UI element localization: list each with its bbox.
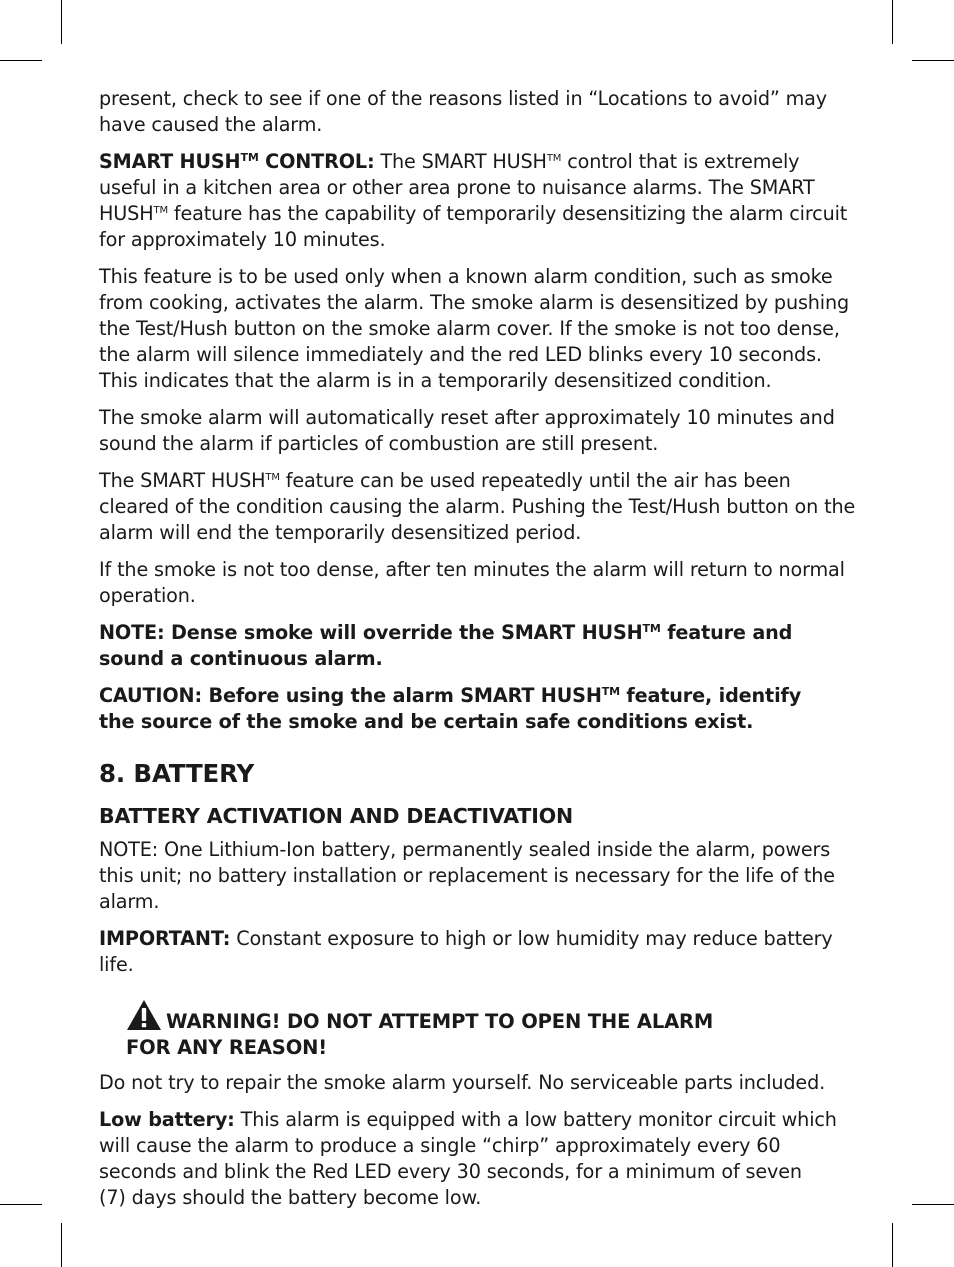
paragraph-important: IMPORTANT: Constant exposure to high or low humidity may reduce battery life. bbox=[99, 927, 833, 976]
crop-mark bbox=[0, 60, 42, 61]
paragraph-feature-usage: This feature is to be used only when a known alarm condition, such as smoke from cooking, activates the alarm. The smoke alarm is desensitized by pushing the Test/Hush button on the smoke alarm cover. If the smoke is not too dense, the alarm will silence immediately and the red LED blinks every 10 seconds. This indicates that the alarm is in a temporarily desensitized condition. bbox=[99, 265, 850, 392]
crop-mark bbox=[892, 1223, 893, 1267]
crop-mark bbox=[912, 60, 954, 61]
paragraph-normal-operation: If the smoke is not too dense, after ten minutes the alarm will return to normal operation. bbox=[99, 558, 845, 607]
warning-block bbox=[126, 999, 859, 1061]
paragraph-repeat-use: The SMART HUSH™ feature can be used repeatedly until the air has been cleared of the condition causing the alarm. Pushing the Test/Hush button on the alarm will end the temporarily desensitized period. bbox=[99, 469, 856, 544]
subheading-battery-activation: BATTERY ACTIVATION AND DEACTIVATION bbox=[99, 804, 573, 828]
warning-line-1: WARNING! DO NOT ATTEMPT TO OPEN THE ALARM bbox=[166, 1010, 714, 1033]
warning-triangle-icon bbox=[126, 999, 162, 1031]
paragraph-battery-note: NOTE: One Lithium-Ion battery, permanently sealed inside the alarm, powers this unit; no battery installation or replacement is necessary for the life of the alarm. bbox=[99, 838, 835, 913]
low-battery-label: Low battery: bbox=[99, 1108, 235, 1131]
manual-page bbox=[99, 86, 859, 1222]
paragraph-repair: Do not try to repair the smoke alarm yourself. No serviceable parts included. bbox=[99, 1071, 826, 1094]
smart-hush-label: SMART HUSH™ CONTROL: bbox=[99, 150, 375, 173]
section-title: 8. BATTERY bbox=[99, 759, 255, 788]
paragraph-smart-hush: SMART HUSH™ CONTROL: The SMART HUSH™ control that is extremely useful in a kitchen area or other area prone to nuisance alarms. The SMART HUSH™ feature has the capability of temporarily desensitizing the alarm circuit for approximately 10 minutes. bbox=[99, 150, 848, 251]
warning-line-2: FOR ANY REASON! bbox=[126, 1036, 328, 1059]
paragraph-low-battery: Low battery: This alarm is equipped with a low battery monitor circuit which will cause the alarm to produce a single “chirp” approximately every 60 seconds and blink the Red LED every 30 seconds, for a minimum of seven (7) days should the battery become low. bbox=[99, 1108, 837, 1209]
crop-mark bbox=[912, 1204, 954, 1205]
note-dense-smoke: NOTE: Dense smoke will override the SMART HUSH™ feature and sound a continuous alarm. bbox=[99, 621, 793, 670]
crop-mark bbox=[61, 0, 62, 44]
paragraph-auto-reset: The smoke alarm will automatically reset after approximately 10 minutes and sound the alarm if particles of combustion are still present. bbox=[99, 406, 835, 455]
important-label: IMPORTANT: bbox=[99, 927, 231, 950]
caution-smoke-source: CAUTION: Before using the alarm SMART HUSH™ feature, identify the source of the smoke and be certain safe conditions exist. bbox=[99, 684, 802, 733]
crop-mark bbox=[0, 1204, 42, 1205]
crop-mark bbox=[892, 0, 893, 44]
paragraph-locations: present, check to see if one of the reasons listed in “Locations to avoid” may have caused the alarm. bbox=[99, 87, 827, 136]
crop-mark bbox=[61, 1223, 62, 1267]
